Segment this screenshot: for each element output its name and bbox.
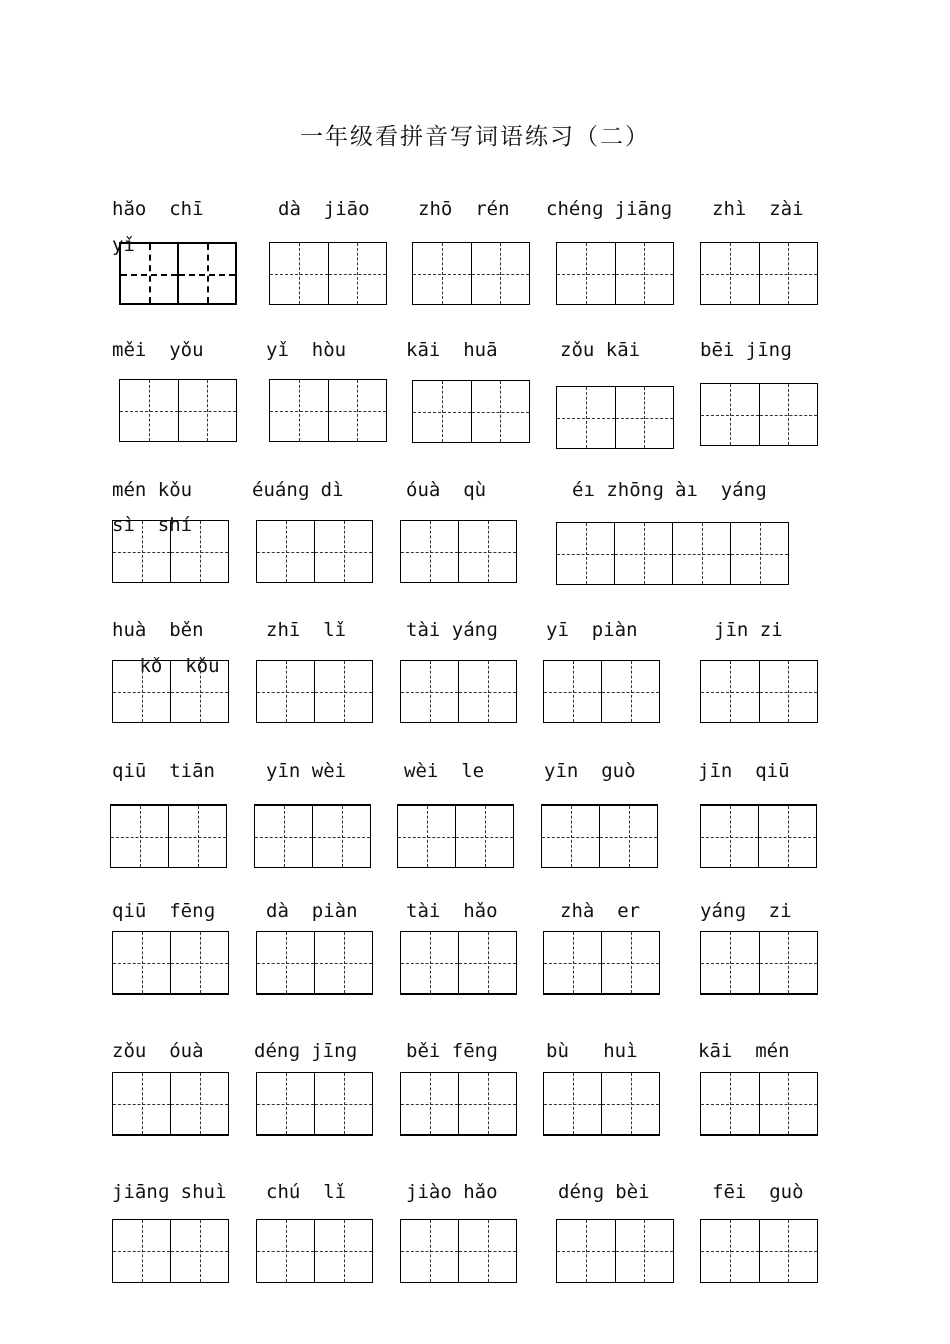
pinyin-label: yǐ hòu [266, 339, 347, 361]
pinyin-label: wèi le [404, 760, 485, 782]
pinyin-label: jīn zi [714, 619, 783, 641]
writing-grid[interactable] [110, 804, 227, 868]
pinyin-label: chénɡ jiānɡ [546, 198, 672, 220]
writing-grid[interactable] [400, 660, 517, 723]
pinyin-label: zhì zài [712, 198, 804, 220]
writing-grid[interactable] [700, 1219, 818, 1283]
writing-grid[interactable] [256, 931, 373, 995]
writing-grid[interactable] [543, 660, 660, 723]
writing-grid[interactable] [256, 660, 373, 723]
writing-grid[interactable] [256, 520, 373, 583]
pinyin-label: dénɡ bèi [558, 1181, 650, 1203]
pinyin-label-continued: kǒ kǒu [128, 655, 220, 677]
pinyin-label: běi fēnɡ [406, 1040, 498, 1062]
pinyin-label: chú lǐ [266, 1181, 347, 1203]
writing-grid[interactable] [556, 386, 674, 449]
writing-grid[interactable] [119, 242, 237, 305]
writing-grid[interactable] [412, 380, 530, 443]
pinyin-label: huà běn [112, 619, 204, 641]
writing-grid[interactable] [112, 520, 229, 583]
pinyin-label: zhō rén [418, 198, 510, 220]
writing-grid[interactable] [400, 1072, 517, 1136]
writing-grid[interactable] [112, 931, 229, 995]
writing-grid[interactable] [112, 660, 229, 723]
pinyin-label: tài yánɡ [406, 619, 498, 641]
writing-grid[interactable] [112, 1219, 229, 1283]
writing-grid[interactable] [112, 1072, 229, 1136]
pinyin-label: dénɡ jīnɡ [254, 1040, 357, 1062]
pinyin-label: qiū tiān [112, 760, 215, 782]
pinyin-label: kāi mén [698, 1040, 790, 1062]
pinyin-label: óuà qù [406, 479, 487, 501]
writing-grid[interactable] [556, 1219, 674, 1283]
writing-grid[interactable] [254, 804, 371, 868]
writing-grid[interactable] [556, 242, 674, 305]
pinyin-label: jīn qiū [698, 760, 790, 782]
pinyin-label: yī piàn [546, 619, 638, 641]
pinyin-label: éı zhōnɡ àı yánɡ [572, 479, 767, 501]
pinyin-label: dà jiāo [278, 198, 370, 220]
writing-grid[interactable] [700, 804, 817, 868]
writing-grid[interactable] [400, 520, 517, 583]
page-title: 一年级看拼音写词语练习（二） [300, 124, 650, 150]
pinyin-label: bēi jīnɡ [700, 339, 792, 361]
pinyin-label: bù huì [546, 1040, 638, 1062]
pinyin-label: hăo chī [112, 198, 204, 220]
pinyin-label: zǒu óuà [112, 1040, 204, 1062]
pinyin-label: zhà er [560, 900, 641, 922]
pinyin-label-continued: sì shí [112, 514, 193, 536]
pinyin-label: fēi guò [712, 1181, 804, 1203]
writing-grid[interactable] [556, 522, 789, 585]
pinyin-label: yīn guò [544, 760, 636, 782]
writing-grid[interactable] [397, 804, 514, 868]
pinyin-label: mén kǒu [112, 479, 193, 501]
pinyin-label: tài hǎo [406, 900, 498, 922]
pinyin-label: qiū fēnɡ [112, 900, 215, 922]
writing-grid[interactable] [700, 931, 818, 995]
pinyin-label-continued: yǐ [112, 234, 135, 256]
pinyin-label: jiānɡ shuì [112, 1181, 227, 1203]
writing-grid[interactable] [119, 379, 237, 442]
writing-grid[interactable] [543, 1072, 660, 1136]
pinyin-label: zǒu kāi [560, 339, 641, 361]
writing-grid[interactable] [400, 1219, 517, 1283]
pinyin-label: jiào hǎo [406, 1181, 498, 1203]
pinyin-label: yīn wèi [266, 760, 347, 782]
writing-grid[interactable] [543, 931, 660, 995]
pinyin-label: éuánɡ dì [252, 479, 344, 501]
writing-grid[interactable] [700, 383, 818, 446]
pinyin-label: měi yǒu [112, 339, 204, 361]
writing-grid[interactable] [269, 242, 387, 305]
pinyin-label: yánɡ zi [700, 900, 792, 922]
writing-grid[interactable] [700, 242, 818, 305]
writing-grid[interactable] [541, 804, 658, 868]
writing-grid[interactable] [269, 379, 387, 442]
pinyin-label: kāi huā [406, 339, 498, 361]
writing-grid[interactable] [412, 242, 530, 305]
writing-grid[interactable] [400, 931, 517, 995]
writing-grid[interactable] [256, 1072, 373, 1136]
writing-grid[interactable] [256, 1219, 373, 1283]
pinyin-label: dà piàn [266, 900, 358, 922]
writing-grid[interactable] [700, 1072, 818, 1136]
writing-grid[interactable] [700, 660, 818, 723]
pinyin-label: zhī lǐ [266, 619, 347, 641]
